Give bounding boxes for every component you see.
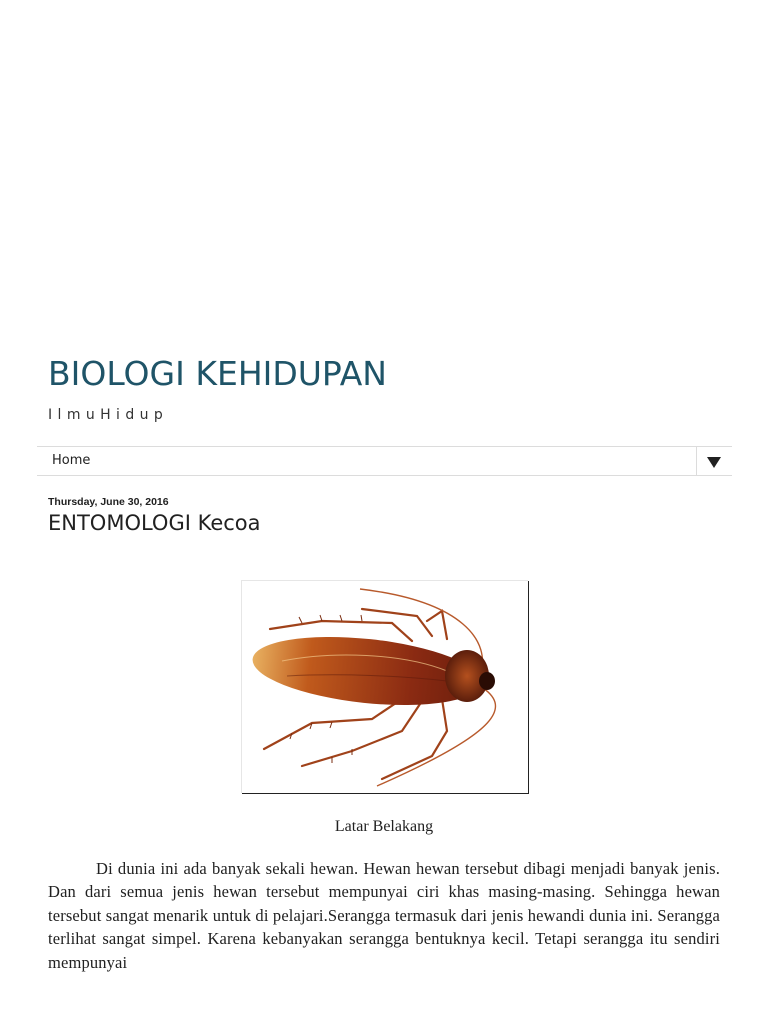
post-title[interactable]: ENTOMOLOGI Kecoa bbox=[48, 511, 261, 535]
post-image[interactable] bbox=[241, 580, 528, 793]
post-date: Thursday, June 30, 2016 bbox=[48, 496, 169, 508]
section-heading-latar-belakang: Latar Belakang bbox=[334, 818, 434, 835]
cockroach-image bbox=[242, 581, 528, 793]
blog-description: IlmuHidup bbox=[48, 407, 169, 423]
nav-dropdown-toggle[interactable] bbox=[698, 447, 730, 475]
blog-title[interactable]: BIOLOGI KEHIDUPAN bbox=[48, 354, 387, 393]
page-nav-bar bbox=[37, 446, 732, 476]
dropdown-triangle-icon bbox=[707, 457, 721, 468]
nav-item-home[interactable]: Home bbox=[52, 453, 91, 468]
post-body-paragraph: Di dunia ini ada banyak sekali hewan. Hewan hewan tersebut dibagi menjadi banyak jenis. Dan dari semua jenis hewan tersebut mempunyai ciri khas masing-masing. Sehingga hewan tersebut sangat menarik untuk di pelajari.Serangga termasuk dari jenis hewandi dunia ini. Serangga terlihat sangat simpel. Karena kebanyakan serangga bentuknya kecil. Tetapi serangga itu sendiri mempunyai bbox=[48, 859, 720, 972]
nav-divider bbox=[696, 447, 697, 475]
